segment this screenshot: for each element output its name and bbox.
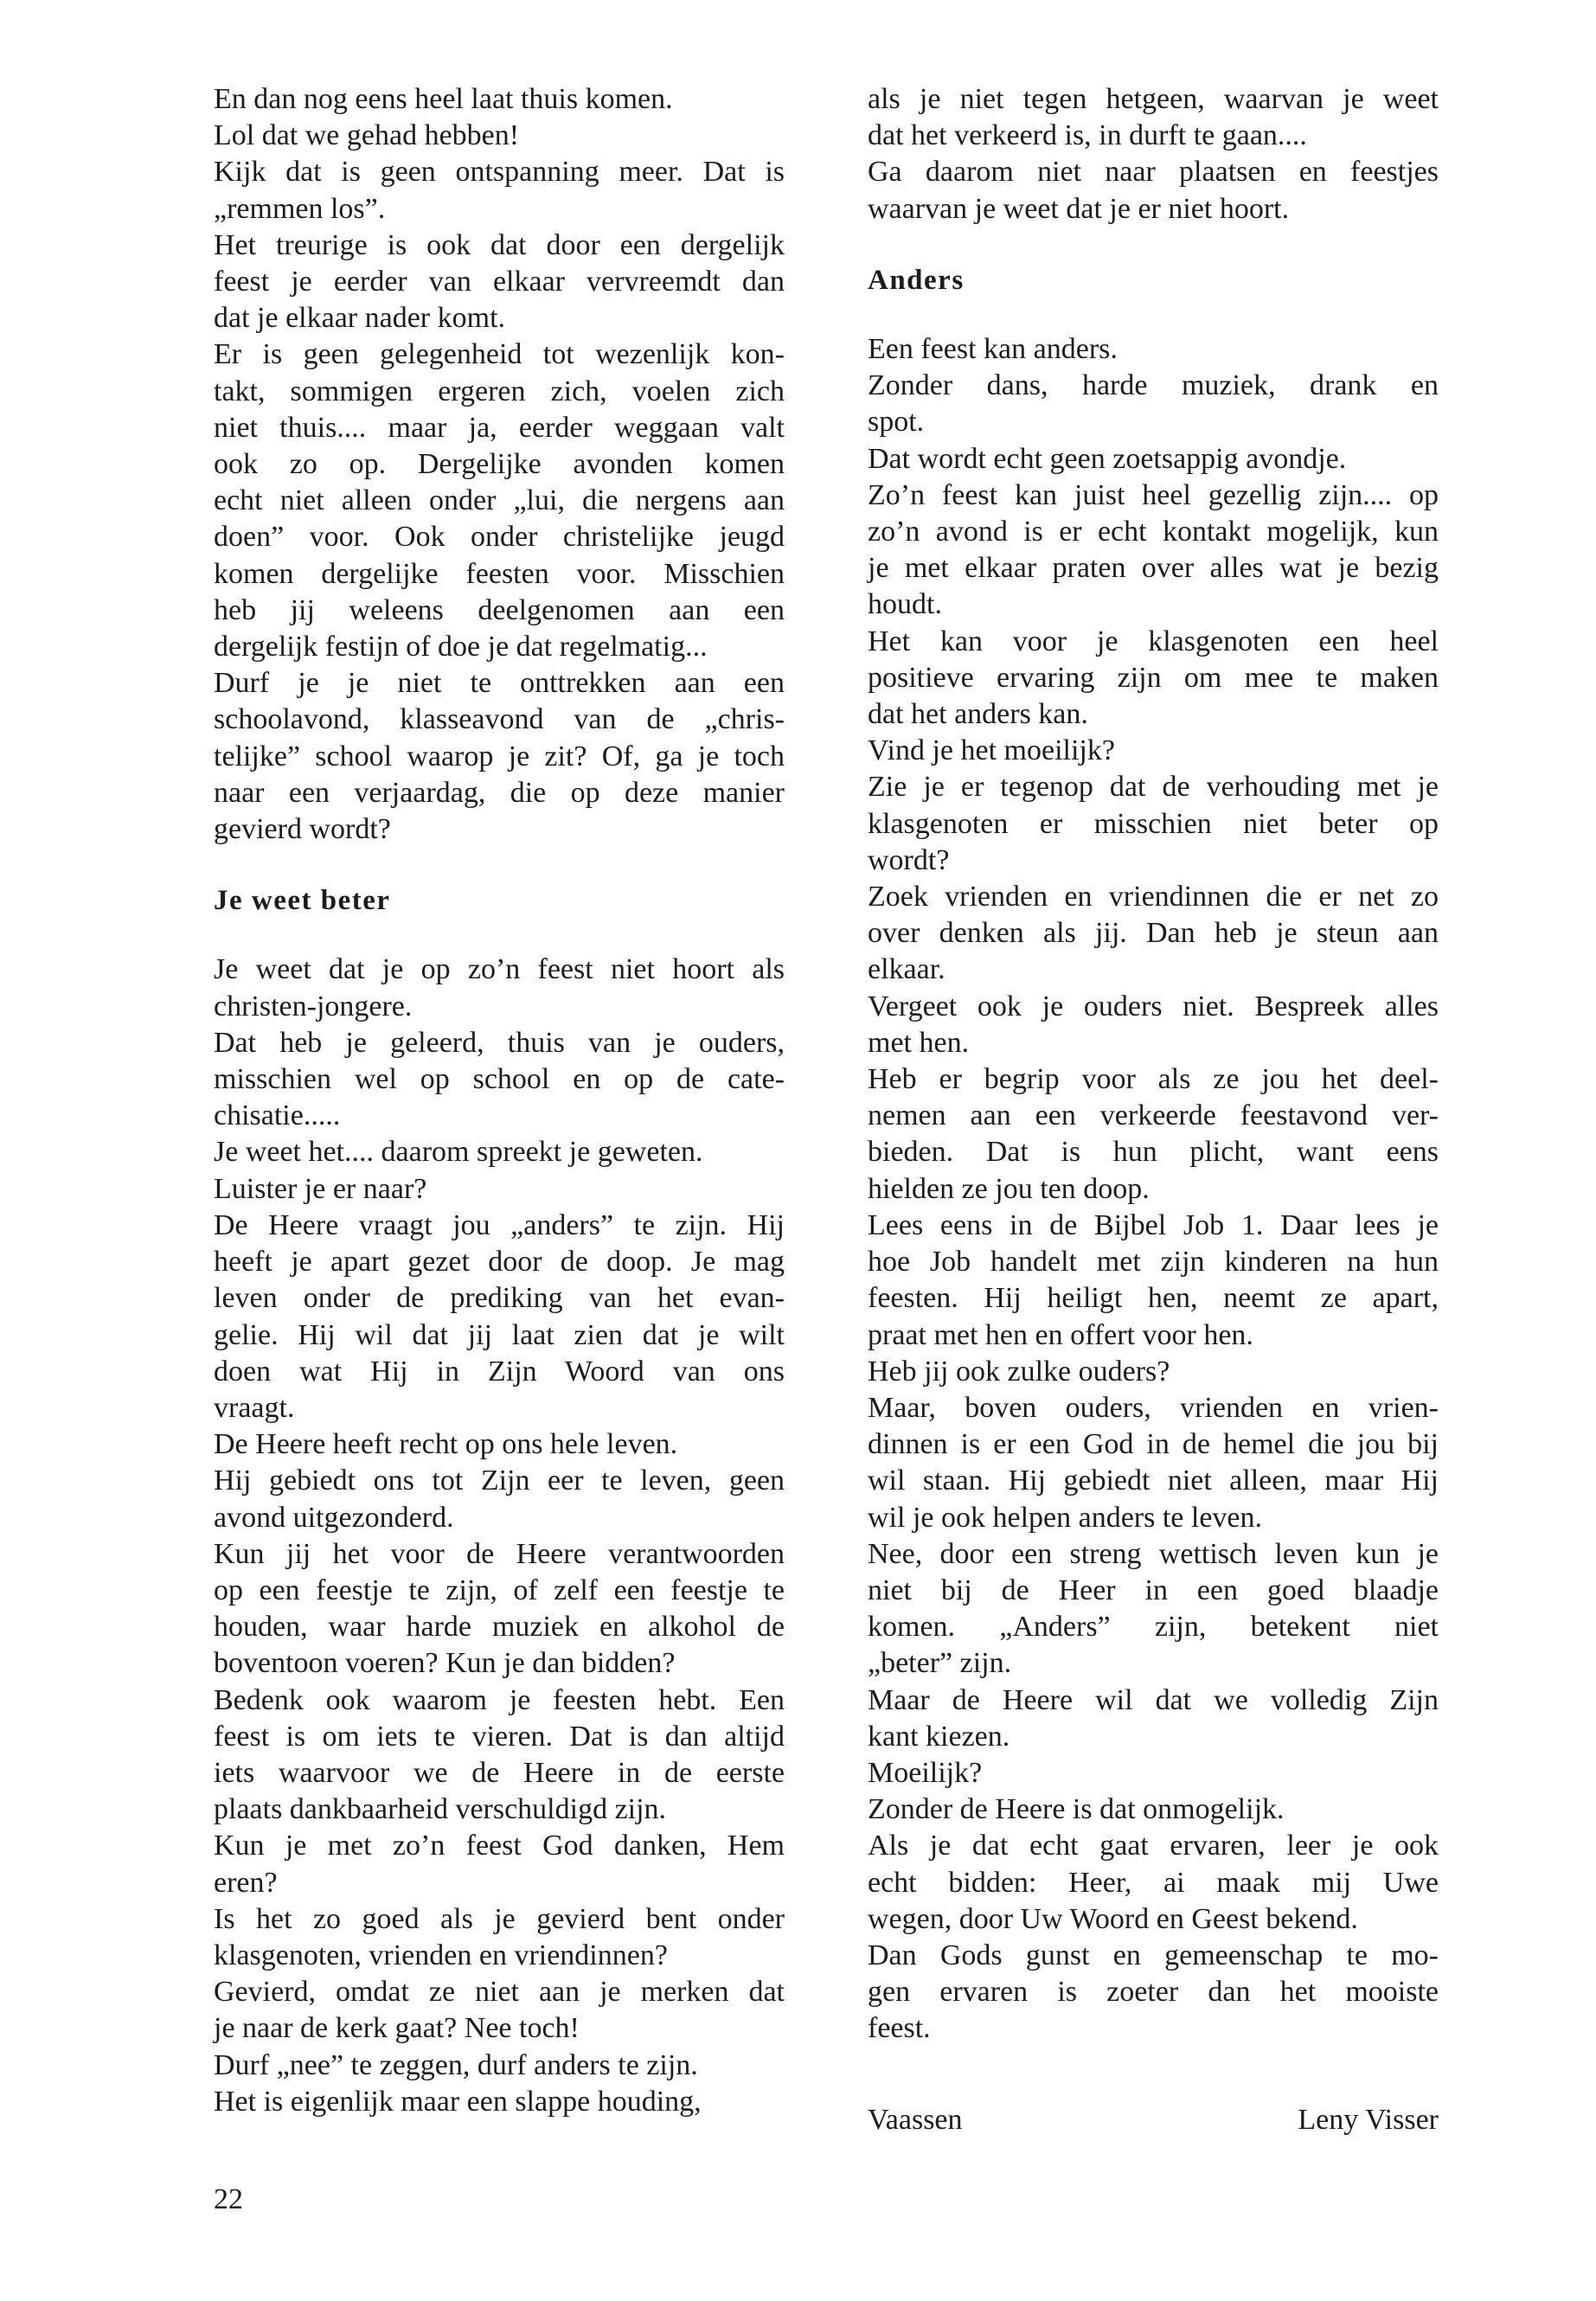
text-line: als je niet tegen hetgeen, waarvan je weet [868,83,1439,115]
text-line: dat het verkeerd is, in durft te gaan.... [868,119,1307,152]
text-line: Er is geen gelegenheid tot wezenlijk kon- [214,338,785,371]
text-line: Hij gebiedt ons tot Zijn eer te leven, geen [214,1465,785,1497]
text-line: dat je elkaar nader komt. [214,302,506,335]
text-line: ook zo op. Dergelijke avonden komen [214,448,785,481]
text-line: over denken als jij. Dan heb je steun aan [868,917,1439,950]
text-line: hoe Job handelt met zijn kinderen na hun [868,1246,1439,1279]
signature [868,2102,1439,2138]
text-line: Een feest kan anders. [868,333,1118,366]
text-line: echt bidden: Heer, ai maak mij Uwe [868,1866,1439,1899]
text-line: je met elkaar praten over alles wat je bezig [868,552,1439,585]
text-line: Je weet het.... daarom spreekt je geweten. [214,1136,703,1169]
text-line: Zonder dans, harde muziek, drank en [868,369,1439,402]
text-line: Dat heb je geleerd, thuis van je ouders, [214,1026,785,1059]
text-line: heb jij weleens deelgenomen aan een [214,593,785,626]
text-line: feesten. Hij heiligt hen, neemt ze apart, [868,1282,1439,1315]
text-line: takt, sommigen ergeren zich, voelen zich [214,375,785,407]
text-line: Heb er begrip voor als ze jou het deel- [868,1063,1439,1096]
text-line: naar een verjaardag, die op deze manier [214,776,785,809]
text-line: Dan Gods gunst en gemeenschap te mo- [868,1939,1439,1971]
text-line: spot. [868,406,925,439]
text-line: Kijk dat is geen ontspanning meer. Dat is [214,156,785,189]
text-line: echt niet alleen onder „lui, die nergens aan [214,484,785,517]
text-line: zo’n avond is er echt kontakt mogelijk, kun [868,516,1439,548]
text-line: schoolavond, klasseavond van de „chris- [214,703,785,736]
text-line: doen” voor. Ook onder christelijke jeugd [214,521,785,554]
signature-place: Vaassen [868,2104,963,2136]
text-line: met hen. [868,1026,970,1059]
text-line: dinnen is er een God in de hemel die jou bij [868,1428,1439,1461]
text-line: hielden ze jou ten doop. [868,1172,1150,1205]
text-line: Het is eigenlijk maar een slappe houding, [214,2085,702,2118]
text-line: vraagt. [214,1391,295,1424]
text-line: wordt? [868,843,950,876]
text-line: Gevierd, omdat ze niet aan je merken dat [214,1976,785,2009]
text-line: Durf je je niet te onttrekken aan een [214,667,785,700]
text-line: Je weet dat je op zo’n feest niet hoort als [214,953,785,986]
text-line: Vergeet ook je ouders niet. Bespreek alles [868,990,1439,1022]
text-line: heeft je apart gezet door de doop. Je mag [214,1246,785,1279]
text-line: klasgenoten, vrienden en vriendinnen? [214,1939,668,1971]
text-line: niet bij de Heer in een goed blaadje [868,1574,1439,1606]
text-line: gelie. Hij wil dat jij laat zien dat je wilt [214,1318,785,1351]
text-line: Als je dat echt gaat ervaren, leer je ook [868,1830,1439,1862]
text-line: misschien wel op school en op de cate- [214,1063,785,1096]
text-line: Het treurige is ook dat door een dergelijk [214,228,785,261]
right-paragraph-block-1 [868,81,1439,228]
text-line: Lees eens in de Bijbel Job 1. Daar lees je [868,1208,1439,1241]
text-line: Durf „nee” te zeggen, durf anders te zijn. [214,2048,698,2081]
text-line: komen. „Anders” zijn, betekent niet [868,1611,1439,1644]
text-line: „beter” zijn. [868,1647,1012,1680]
text-line: op een feestje te zijn, of zelf een feestje te [214,1574,785,1606]
text-line: dergelijk festijn of doe je dat regelmatig... [214,631,708,663]
text-line: waarvan je weet dat je er niet hoort. [868,192,1290,225]
page-number: 22 [214,2183,243,2215]
signature-author: Leny Visser [1298,2104,1439,2136]
section-heading-anders: Anders [868,264,965,296]
text-line: doen wat Hij in Zijn Woord van ons [214,1355,785,1388]
text-line: leven onder de prediking van het evan- [214,1282,785,1315]
right-paragraph-block-2 [868,331,1439,2048]
left-paragraph-block-2 [214,952,785,2120]
text-line: iets waarvoor we de Heere in de eerste [214,1756,785,1789]
text-line: wegen, door Uw Woord en Geest bekend. [868,1902,1358,1935]
text-line: gevierd wordt? [214,813,391,846]
text-line: En dan nog eens heel laat thuis komen. [214,83,673,115]
text-line: Zo’n feest kan juist heel gezellig zijn.... op [868,478,1439,511]
text-line: avond uitgezonderd. [214,1501,454,1534]
text-line: bieden. Dat is hun plicht, want eens [868,1136,1439,1169]
left-column [214,81,785,2120]
text-line: klasgenoten er misschien niet beter op [868,807,1439,840]
text-line: dat het anders kan. [868,698,1088,731]
text-line: Kun je met zo’n feest God danken, Hem [214,1830,785,1862]
text-line: Bedenk ook waarom je feesten hebt. Een [214,1683,785,1716]
text-line: Kun jij het voor de Heere verantwoorden [214,1537,785,1570]
text-line: Maar de Heere wil dat we volledig Zijn [868,1683,1439,1716]
text-line: elkaar. [868,953,945,986]
text-line: Vind je het moeilijk? [868,734,1115,767]
text-line: Maar, boven ouders, vrienden en vrien- [868,1391,1439,1424]
text-line: plaats dankbaarheid verschuldigd zijn. [214,1793,667,1826]
text-line: Is het zo goed als je gevierd bent onder [214,1902,785,1935]
text-line: wil staan. Hij gebiedt niet alleen, maar Hij [868,1465,1439,1497]
text-line: komen dergelijke feesten voor. Misschien [214,557,785,590]
text-line: Zoek vrienden en vriendinnen die er net zo [868,881,1439,913]
text-line: chisatie..... [214,1099,341,1132]
text-line: praat met hen en offert voor hen. [868,1318,1253,1351]
text-line: Moeilijk? [868,1756,983,1789]
text-line: feest is om iets te vieren. Dat is dan altijd [214,1720,785,1753]
text-line: telijke” school waarop je zit? Of, ga je toch [214,740,785,772]
text-line: Nee, door een streng wettisch leven kun je [868,1537,1439,1570]
text-line: houden, waar harde muziek en alkohol de [214,1611,785,1644]
text-line: Lol dat we gehad hebben! [214,119,520,152]
text-line: Zonder de Heere is dat onmogelijk. [868,1793,1285,1826]
text-line: feest. [868,2012,931,2045]
text-line: Dat wordt echt geen zoetsappig avondje. [868,442,1347,475]
section-heading-je-weet-beter: Je weet beter [214,885,391,917]
text-line: niet thuis.... maar ja, eerder weggaan valt [214,411,785,444]
text-line: Luister je er naar? [214,1172,427,1205]
text-line: feest je eerder van elkaar vervreemdt dan [214,266,785,298]
text-line: nemen aan een verkeerde feestavond ver- [868,1099,1439,1132]
text-line: Ga daarom niet naar plaatsen en feestjes [868,156,1439,189]
text-line: gen ervaren is zoeter dan het mooiste [868,1976,1439,2009]
text-line: De Heere vraagt jou „anders” te zijn. Hij [214,1208,785,1241]
right-column [868,81,1439,2048]
text-line: christen-jongere. [214,990,413,1022]
text-line: De Heere heeft recht op ons hele leven. [214,1428,678,1461]
text-line: positieve ervaring zijn om mee te maken [868,661,1439,694]
left-paragraph-block-1 [214,81,785,848]
text-line: boventoon voeren? Kun je dan bidden? [214,1647,676,1680]
text-line: Zie je er tegenop dat de verhouding met je [868,771,1439,804]
text-line: Het kan voor je klasgenoten een heel [868,625,1439,657]
text-line: eren? [214,1866,278,1899]
text-line: je naar de kerk gaat? Nee toch! [214,2012,580,2045]
text-line: kant kiezen. [868,1720,1010,1753]
text-line: „remmen los”. [214,192,386,225]
text-line: wil je ook helpen anders te leven. [868,1501,1263,1534]
text-line: houdt. [868,588,942,621]
text-line: Heb jij ook zulke ouders? [868,1355,1170,1388]
